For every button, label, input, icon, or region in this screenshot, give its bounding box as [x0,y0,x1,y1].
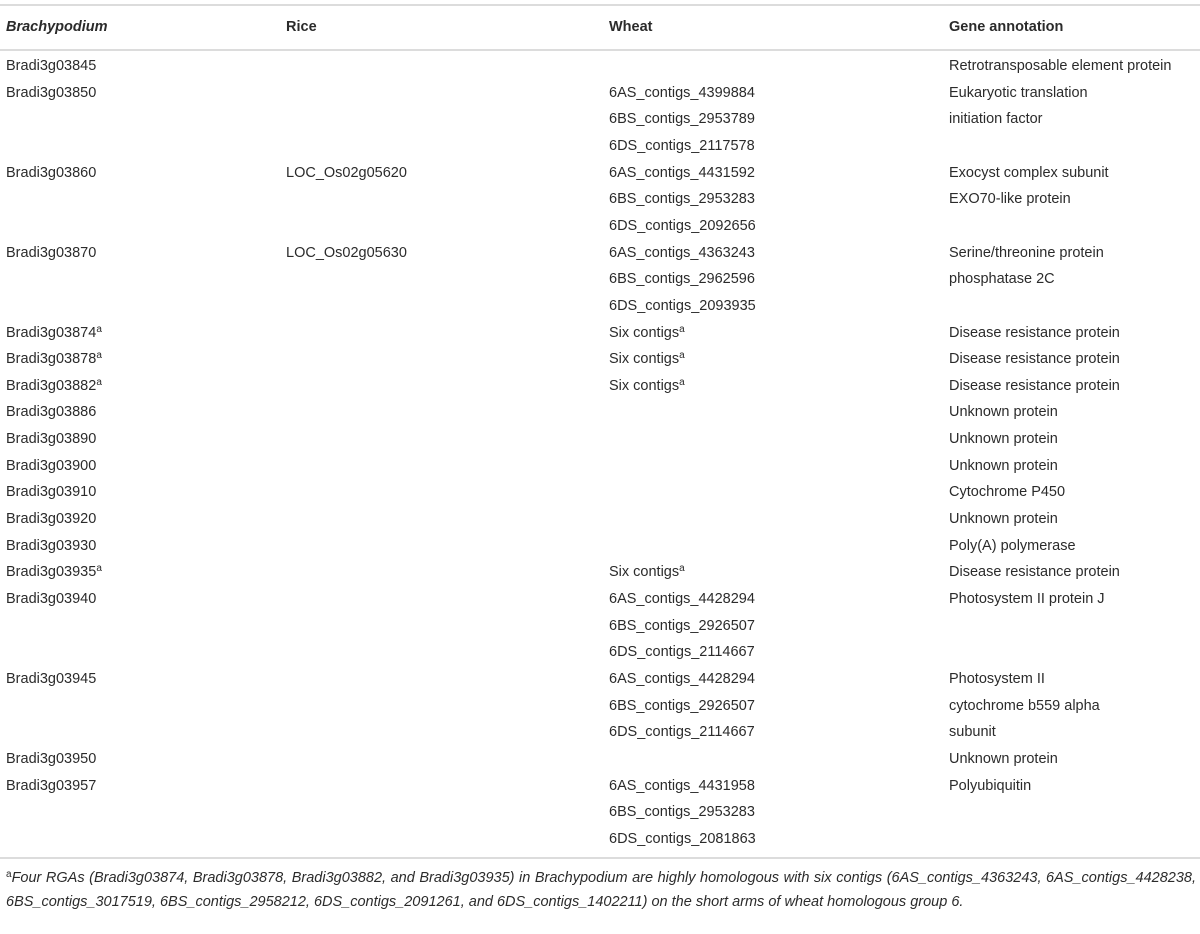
brachypodium-cell-text: Bradi3g03935 [6,564,97,581]
header-gene-annotation: Gene annotation [949,19,1064,35]
wheat-cell-text: Six contigs [609,377,680,394]
wheat-cell [609,84,755,102]
gene-annotation-cell [949,510,1058,528]
brachypodium-cell-text: Bradi3g03890 [6,431,97,448]
superscript-marker: a [96,376,102,388]
brachypodium-cell-text: Bradi3g03910 [6,484,97,501]
wheat-cell [609,297,756,315]
brachypodium-cell [6,670,96,688]
rice-cell-text: LOC_Os02g05630 [286,244,407,261]
wheat-cell-text: 6DS_contigs_2092656 [609,217,756,234]
brachypodium-cell-text: Bradi3g03878 [6,351,97,368]
wheat-cell [609,137,755,155]
wheat-cell [609,590,755,608]
gene-annotation-cell-text: Exocyst complex subunit [949,164,1109,181]
wheat-cell-text: 6AS_contigs_4428294 [609,591,755,607]
wheat-cell-text: 6BS_contigs_2926507 [609,617,755,634]
brachypodium-cell [6,777,96,795]
brachypodium-cell-text: Bradi3g03886 [6,404,97,421]
wheat-cell [609,723,755,741]
wheat-cell-text: 6AS_contigs_4363243 [609,244,755,261]
wheat-cell-text: 6DS_contigs_2081863 [609,830,756,847]
header-rice: Rice [286,19,317,35]
gene-annotation-cell [949,537,1076,555]
table-bottom-rule [0,857,1200,859]
brachypodium-cell [6,57,96,75]
wheat-cell [609,217,756,235]
brachypodium-cell-text: Bradi3g03920 [6,511,97,527]
gene-annotation-cell-text: Cytochrome P450 [949,484,1066,501]
superscript-marker: a [96,350,102,362]
wheat-cell-text: 6BS_contigs_2953283 [609,191,755,208]
brachypodium-cell-text: Bradi3g03874 [6,324,97,341]
gene-annotation-cell-text: Poly(A) polymerase [949,537,1076,554]
gene-annotation-cell [949,190,1071,208]
superscript-marker: a [96,323,102,335]
brachypodium-cell [6,164,96,182]
gene-annotation-cell [949,270,1055,288]
gene-annotation-cell [949,563,1120,581]
brachypodium-cell [6,324,102,342]
gene-annotation-cell-text: Disease resistance protein [949,377,1120,394]
brachypodium-cell [6,750,96,768]
rice-cell-text: LOC_Os02g05620 [286,164,407,181]
gene-annotation-cell [949,244,1104,262]
brachypodium-cell-text: Bradi3g03882 [6,377,97,394]
gene-annotation-cell [949,777,1031,795]
gene-annotation-cell-text: Disease resistance protein [949,564,1120,581]
wheat-cell [609,270,755,288]
gene-annotation-cell [949,590,1105,608]
wheat-cell [609,617,755,635]
gene-annotation-cell-text: initiation factor [949,111,1043,128]
wheat-cell-text: Six contigs [609,324,680,341]
gene-annotation-cell [949,457,1058,475]
wheat-cell-text: 6DS_contigs_2114667 [609,724,755,741]
gene-annotation-cell-text: Photosystem II protein J [949,591,1105,607]
brachypodium-cell [6,430,96,448]
gene-annotation-cell-text: Unknown protein [949,457,1058,474]
wheat-cell-text: 6DS_contigs_2114667 [609,644,755,661]
brachypodium-cell [6,84,96,102]
brachypodium-cell-text: Bradi3g03950 [6,750,97,767]
superscript-marker: a [679,563,685,575]
brachypodium-cell [6,510,96,528]
brachypodium-cell [6,483,96,501]
brachypodium-cell-text: Bradi3g03945 [6,670,97,687]
wheat-cell [609,777,755,795]
superscript-marker: a [679,350,685,362]
brachypodium-cell-text: Bradi3g03850 [6,84,97,101]
gene-annotation-cell-text: Polyubiquitin [949,777,1032,794]
rice-cell [286,164,407,182]
wheat-cell [609,350,685,368]
wheat-cell [609,803,755,821]
gene-annotation-cell-text: Unknown protein [949,750,1058,767]
gene-annotation-cell [949,324,1120,342]
gene-annotation-cell [949,377,1120,395]
gene-annotation-cell-text: Unknown protein [949,431,1058,448]
gene-annotation-cell-text: phosphatase 2C [949,271,1055,288]
gene-annotation-cell-text: Photosystem II [949,670,1045,687]
wheat-cell-text: 6AS_contigs_4431592 [609,164,755,181]
gene-annotation-cell [949,723,996,741]
gene-annotation-cell [949,84,1088,102]
superscript-marker: a [679,323,685,335]
wheat-cell [609,110,755,128]
brachypodium-cell-text: Bradi3g03860 [6,164,97,181]
wheat-cell-text: 6BS_contigs_2926507 [609,697,755,714]
wheat-cell [609,670,755,688]
wheat-cell [609,244,755,262]
footnote-marker: a [6,869,12,880]
brachypodium-cell-text: Bradi3g03870 [6,244,97,261]
brachypodium-cell [6,377,102,395]
superscript-marker: a [96,563,102,575]
header-wheat: Wheat [609,19,653,35]
gene-annotation-cell [949,670,1045,688]
gene-annotation-cell [949,57,1171,75]
table-footnote [6,867,1196,914]
gene-annotation-cell [949,483,1065,501]
table-top-rule [0,4,1200,6]
gene-annotation-cell-text: subunit [949,724,996,741]
wheat-cell [609,830,756,848]
gene-annotation-cell-text: Unknown protein [949,511,1058,527]
wheat-cell [609,190,755,208]
gene-annotation-cell [949,403,1058,421]
gene-annotation-cell-text: Retrotransposable element protein [949,58,1172,74]
wheat-cell-text: 6DS_contigs_2093935 [609,297,756,314]
wheat-cell [609,164,755,182]
gene-annotation-cell [949,110,1043,128]
gene-annotation-cell [949,164,1109,182]
brachypodium-cell [6,537,96,555]
brachypodium-cell-text: Bradi3g03900 [6,457,97,474]
wheat-cell-text: 6AS_contigs_4431958 [609,777,755,794]
rice-cell [286,244,407,262]
gene-annotation-cell [949,430,1058,448]
brachypodium-cell-text: Bradi3g03940 [6,591,97,607]
brachypodium-cell [6,590,96,608]
wheat-cell-text: 6BS_contigs_2962596 [609,271,755,288]
brachypodium-cell-text: Bradi3g03957 [6,777,97,794]
gene-annotation-cell-text: EXO70-like protein [949,191,1071,208]
superscript-marker: a [679,376,685,388]
wheat-cell [609,377,685,395]
gene-annotation-cell-text: Eukaryotic translation [949,84,1088,101]
gene-annotation-cell-text: Serine/threonine protein [949,244,1104,261]
wheat-cell-text: Six contigs [609,351,680,368]
wheat-cell-text: 6AS_contigs_4399884 [609,84,755,101]
header-rule [0,49,1200,51]
wheat-cell [609,563,685,581]
footnote-text: Four RGAs (Bradi3g03874, Bradi3g03878, Bradi3g03882, and Bradi3g03935) in Brachypodium are highly homologous with six contigs (6AS_contigs_4363243, 6AS_contigs_4428238, 6BS_contigs_3017519, 6BS_contigs_2958212, 6DS_contigs_2091261, and 6DS_contigs_1402211) on the short arms of wheat homologous group 6. [6,870,1196,910]
wheat-cell-text: 6AS_contigs_4428294 [609,670,755,687]
wheat-cell-text: Six contigs [609,564,680,581]
brachypodium-cell [6,563,102,581]
gene-annotation-cell-text: Disease resistance protein [949,351,1120,368]
brachypodium-cell [6,244,96,262]
gene-annotation-cell-text: Unknown protein [949,404,1058,421]
brachypodium-cell [6,403,96,421]
wheat-cell [609,697,755,715]
wheat-cell-text: 6BS_contigs_2953789 [609,111,755,128]
brachypodium-cell-text: Bradi3g03930 [6,537,97,554]
gene-annotation-cell-text: Disease resistance protein [949,324,1120,341]
gene-annotation-cell [949,750,1058,768]
wheat-cell [609,643,755,661]
brachypodium-cell [6,457,96,475]
header-brachypodium: Brachypodium [6,19,108,35]
brachypodium-cell-text: Bradi3g03845 [6,58,97,74]
brachypodium-cell [6,350,102,368]
wheat-cell-text: 6BS_contigs_2953283 [609,804,755,821]
wheat-cell [609,324,685,342]
wheat-cell-text: 6DS_contigs_2117578 [609,137,755,154]
gene-annotation-cell [949,350,1120,368]
gene-annotation-cell [949,697,1100,715]
gene-annotation-cell-text: cytochrome b559 alpha [949,697,1100,714]
